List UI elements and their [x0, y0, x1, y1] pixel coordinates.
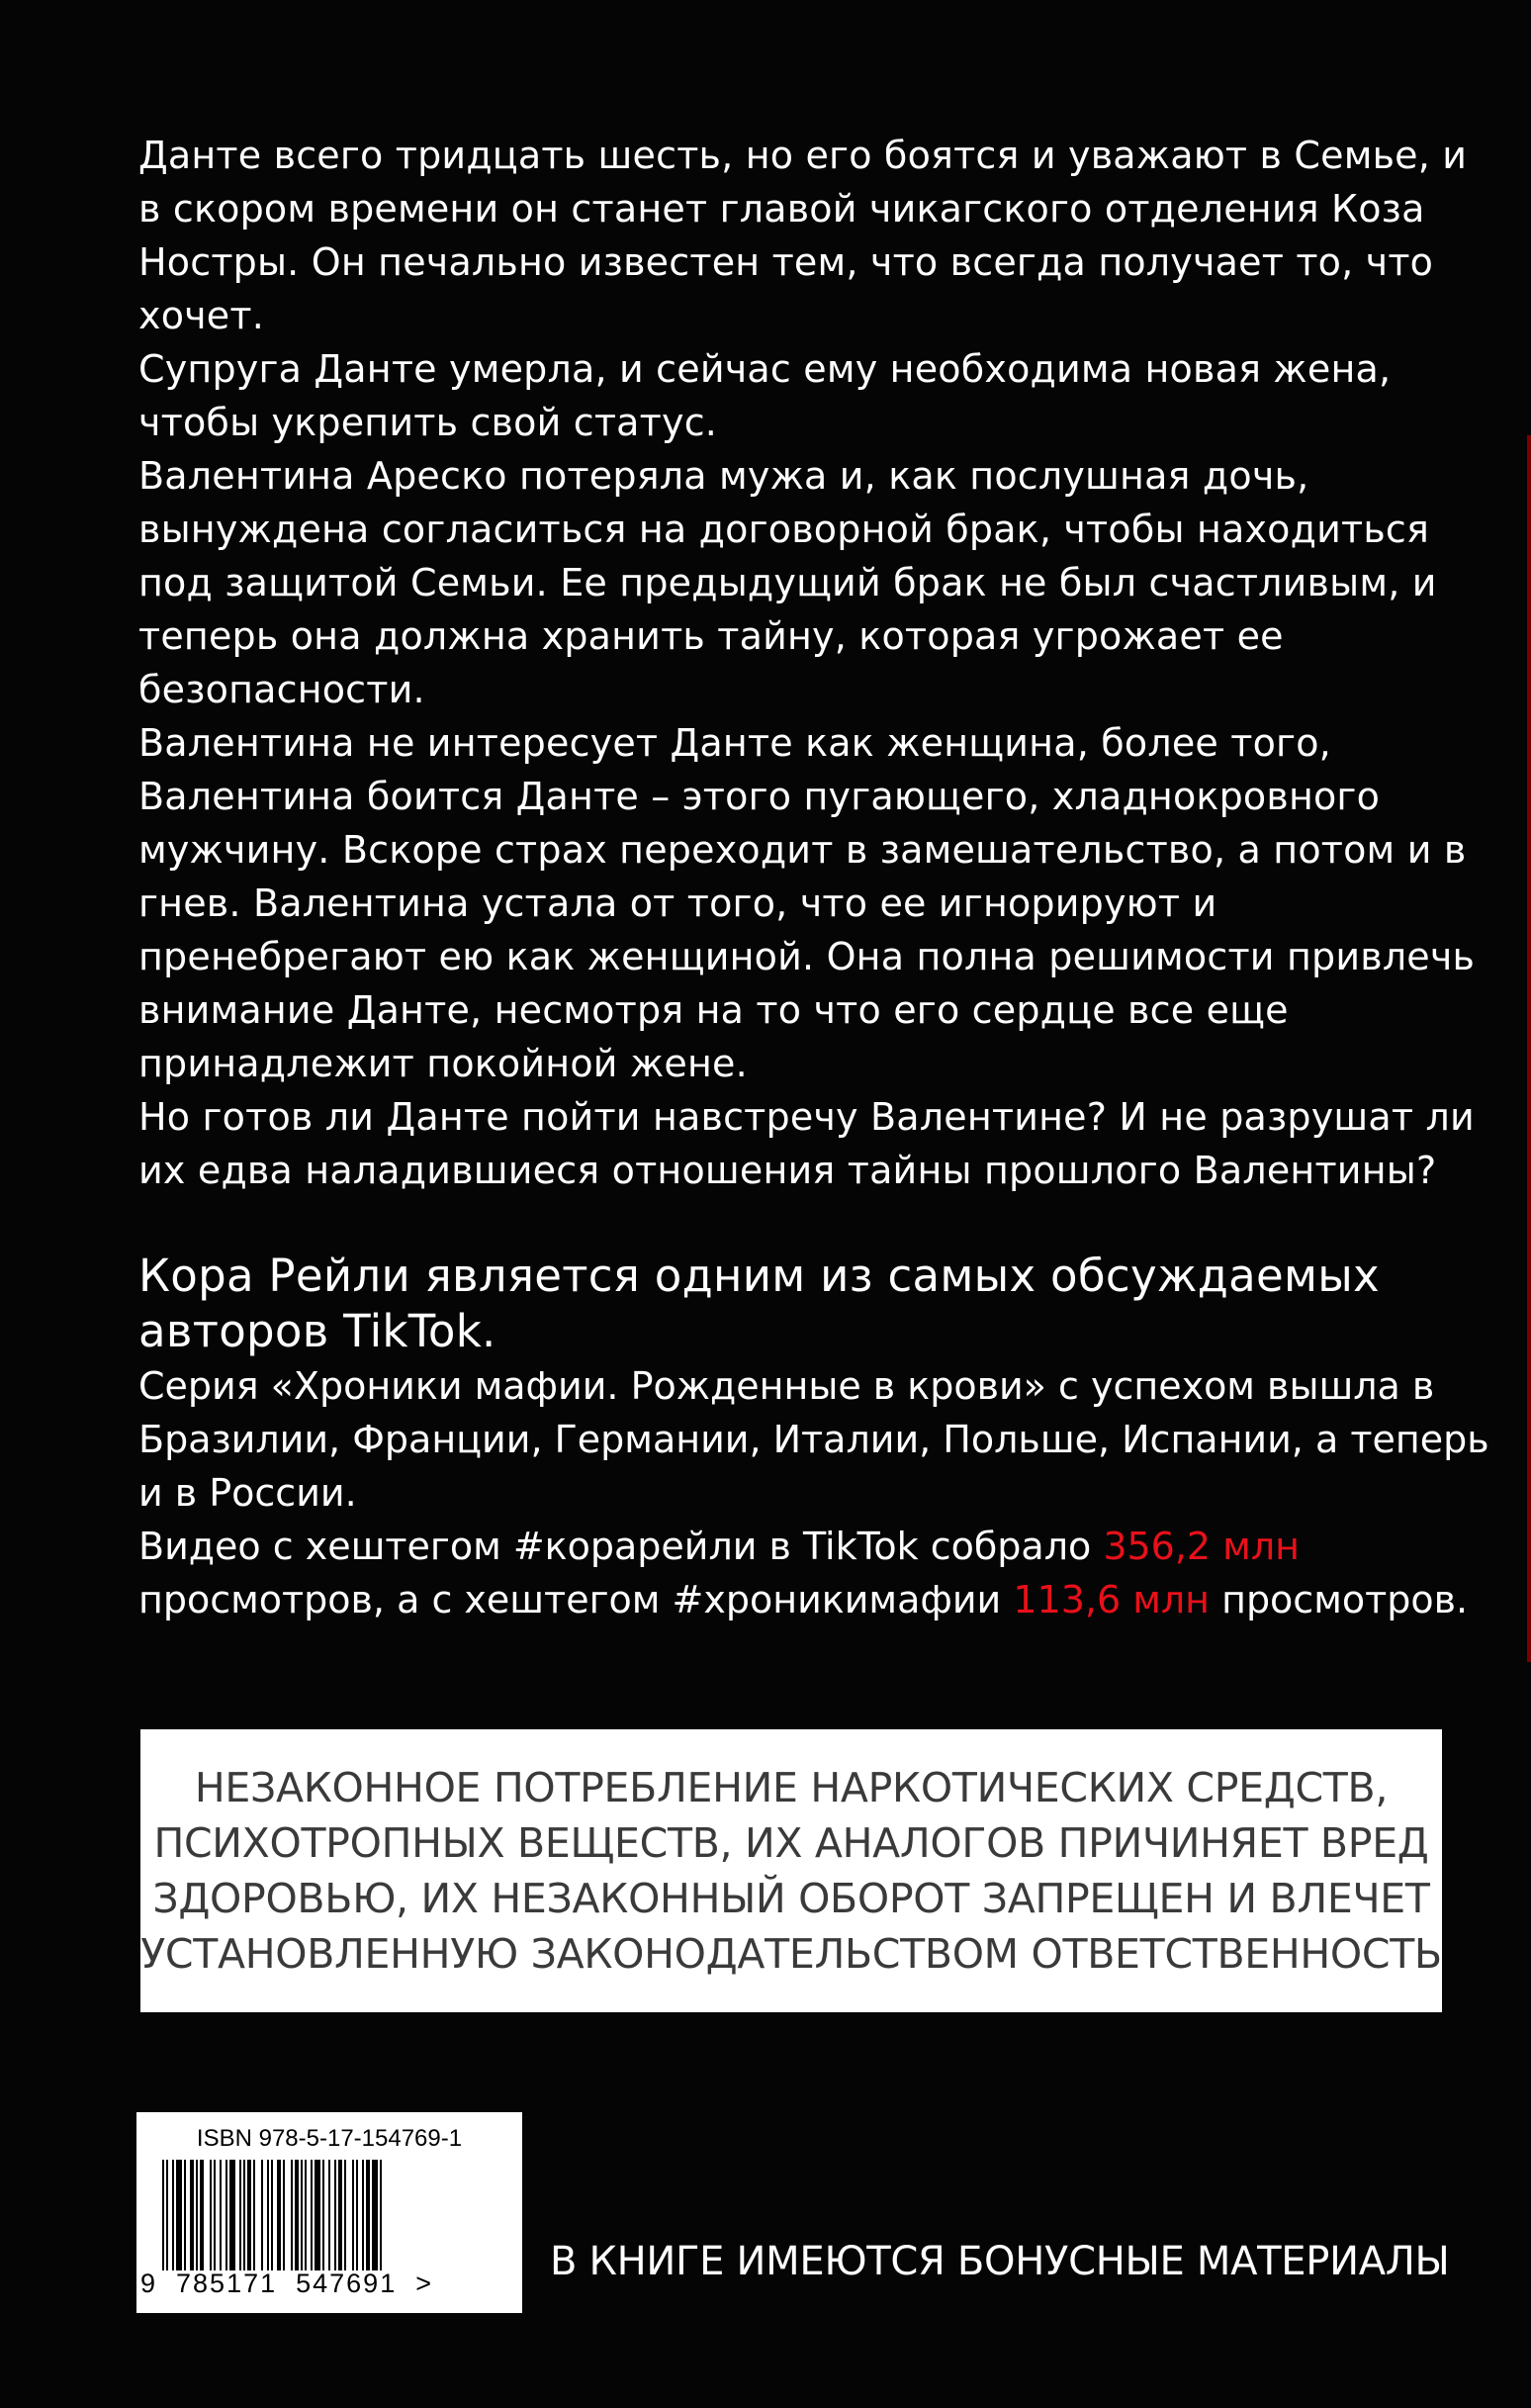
barcode-bar — [271, 2160, 273, 2270]
warning-line: НЕЗАКОННОЕ ПОТРЕБЛЕНИЕ НАРКОТИЧЕСКИХ СРЕДСТВ, — [194, 1764, 1389, 1811]
barcode-bar — [247, 2160, 251, 2270]
barcode-bar — [372, 2160, 378, 2270]
barcode-bar — [362, 2160, 364, 2270]
synopsis-paragraph: Валентина не интересует Данте как женщина, более того, Валентина боится Данте – этого пугающего, хладнокровного мужчину. Вскоре страх переходит в замешательство, а потом и в гнев. Валентина устала от того, что ее игнорируют и пренебрегают ею как женщиной. Она полна решимости привлечь внимание Данте, несмотря на то что его сердце все еще принадлежит покойной жене. — [138, 721, 1476, 1085]
barcode-bar — [214, 2160, 216, 2270]
barcode-bar — [291, 2160, 293, 2270]
barcode-bar — [196, 2160, 198, 2270]
barcode-bars — [160, 2160, 496, 2270]
synopsis-paragraph: Но готов ли Данте пойти навстречу Валентине? И не разрушат ли их едва наладившиеся отношения тайны прошлого Валентины? — [138, 1095, 1475, 1192]
bonus-materials-note: В КНИГЕ ИМЕЮТСЯ БОНУСНЫЕ МАТЕРИАЛЫ — [550, 2239, 1450, 2284]
barcode-bar — [334, 2160, 336, 2270]
stats-text: просмотров, а с хештегом #хроникимафии — [138, 1578, 1014, 1621]
author-series-text: Серия «Хроники мафии. Рожденные в крови» с успехом вышла в Бразилии, Франции, Германии, Италии, Польше, Испании, а теперь и в России. — [138, 1364, 1489, 1515]
isbn-label: ISBN 978-5-17-154769-1 — [196, 2125, 463, 2152]
barcode-bar — [176, 2160, 182, 2270]
synopsis-paragraph: Супруга Данте умерла, и сейчас ему необходима новая жена, чтобы укрепить свой статус. — [138, 347, 1392, 444]
barcode-bar — [200, 2160, 204, 2270]
barcode-bar — [311, 2160, 313, 2270]
barcode-bar — [328, 2160, 330, 2270]
warning-line: ЗДОРОВЬЮ, ИХ НЕЗАКОННЫЙ ОБОРОТ ЗАПРЕЩЕН И ВЛЕЧЕТ — [152, 1875, 1430, 1922]
cover-edge-stripe — [1527, 435, 1531, 1662]
barcode-bar — [295, 2160, 299, 2270]
barcode-bar — [338, 2160, 342, 2270]
stat-highlight: 356,2 млн — [1103, 1525, 1300, 1568]
barcode-bar — [277, 2160, 281, 2270]
synopsis-paragraph: Валентина Ареско потеряла мужа и, как послушная дочь, вынуждена согласиться на договорной брак, чтобы находиться под защитой Семьи. Ее предыдущий брак не был счастливым, и теперь она должна хранить тайну, которая угрожает ее безопасности. — [138, 454, 1437, 711]
barcode-bar — [253, 2160, 255, 2270]
author-section — [138, 1249, 1493, 1626]
barcode-bar — [243, 2160, 245, 2270]
isbn-barcode — [136, 2112, 522, 2313]
legal-warning-box — [140, 1729, 1442, 2012]
barcode-digits: 9 785171 547691 > — [140, 2269, 433, 2298]
author-heading: Кора Рейли является одним из самых обсуждаемых авторов TikTok. — [138, 1250, 1380, 1357]
barcode-bar — [283, 2160, 285, 2270]
barcode-bar — [344, 2160, 346, 2270]
warning-line: ПСИХОТРОПНЫХ ВЕЩЕСТВ, ИХ АНАЛОГОВ ПРИЧИНЯЕТ ВРЕД — [153, 1819, 1429, 1867]
author-stats-text — [138, 1520, 1493, 1626]
barcode-bar — [322, 2160, 324, 2270]
barcode-bar — [229, 2160, 235, 2270]
barcode-bar — [190, 2160, 194, 2270]
barcode-bar — [380, 2160, 382, 2270]
barcode-bar — [239, 2160, 241, 2270]
synopsis-paragraph: Данте всего тридцать шесть, но его боятся и уважают в Семье, и в скором времени он станет главой чикагского отделения Коза Ностры. Он печально известен тем, что всегда получает то, что хочет. — [138, 134, 1468, 337]
barcode-bar — [352, 2160, 354, 2270]
stats-text: просмотров. — [1210, 1578, 1469, 1621]
barcode-bar — [261, 2160, 263, 2270]
stats-text: Видео с хештегом #корарейли в TikTok собрало — [138, 1525, 1104, 1568]
barcode-bar — [172, 2160, 174, 2270]
barcode-bar — [225, 2160, 227, 2270]
barcode-bar — [184, 2160, 186, 2270]
barcode-bar — [220, 2160, 222, 2270]
barcode-bar — [315, 2160, 320, 2270]
barcode-bar — [366, 2160, 370, 2270]
barcode-bar — [162, 2160, 164, 2270]
warning-line: УСТАНОВЛЕННУЮ ЗАКОНОДАТЕЛЬСТВОМ ОТВЕТСТВЕННОСТЬ — [140, 1930, 1442, 1978]
barcode-bar — [166, 2160, 168, 2270]
barcode-bar — [210, 2160, 212, 2270]
barcode-bar — [267, 2160, 269, 2270]
stat-highlight: 113,6 млн — [1013, 1578, 1211, 1621]
synopsis-text — [138, 129, 1493, 1197]
barcode-bar — [301, 2160, 303, 2270]
barcode-bar — [305, 2160, 307, 2270]
barcode-bar — [356, 2160, 358, 2270]
